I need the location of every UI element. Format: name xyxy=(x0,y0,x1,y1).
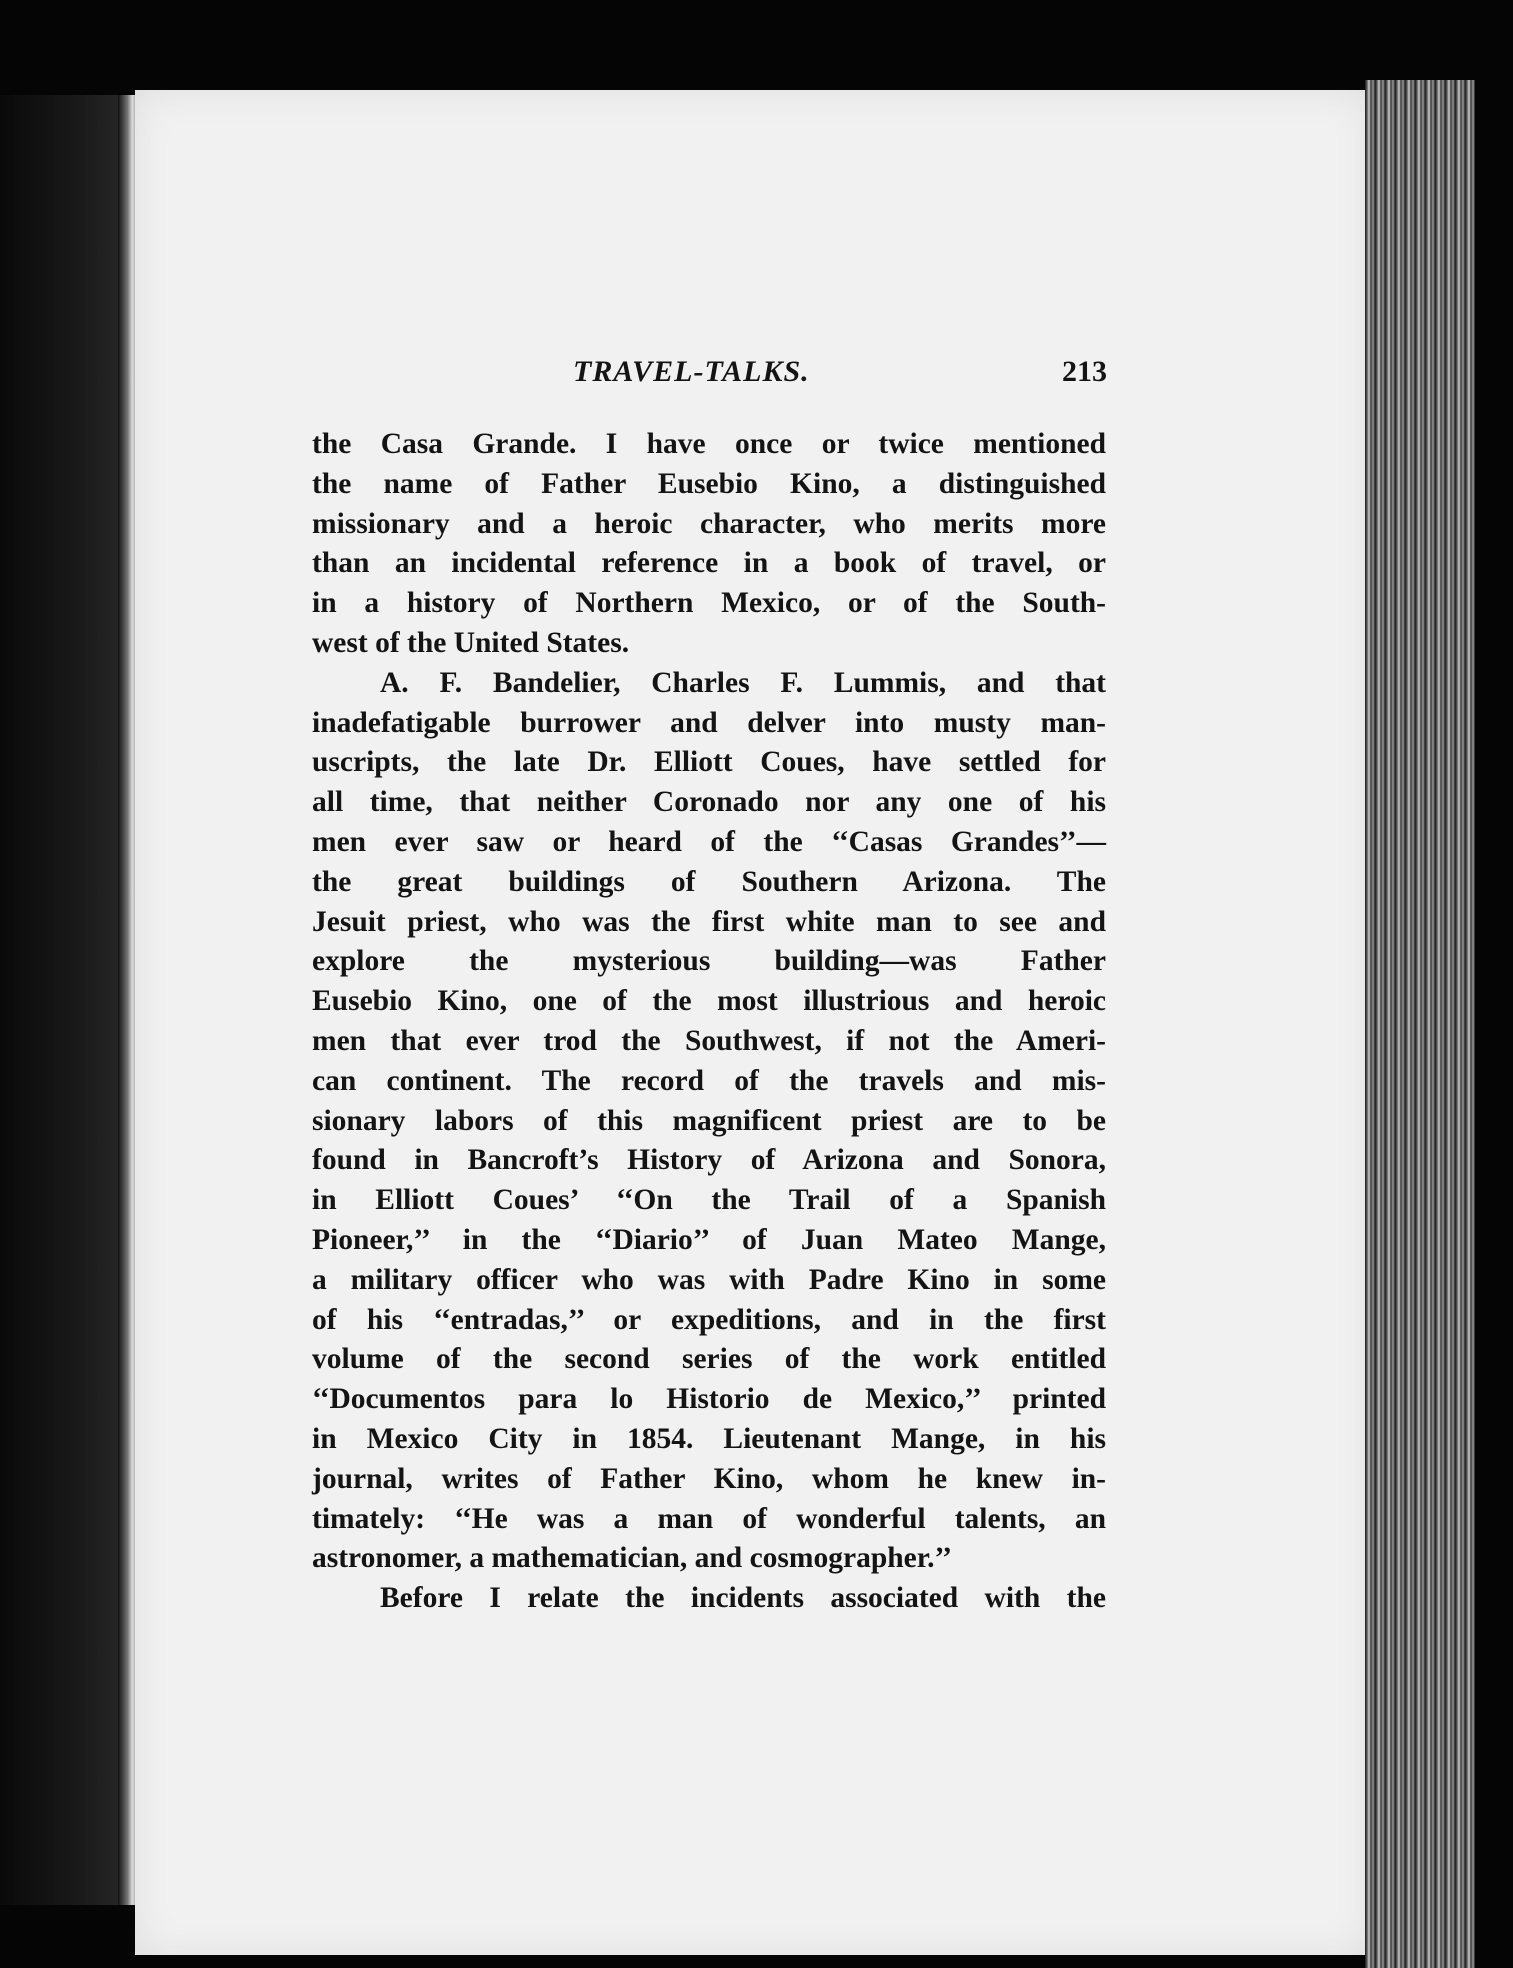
text-line: of his ‘‘entradas,’’ or expeditions, and in the first xyxy=(312,1303,1106,1336)
text-line: than an incidental reference in a book of travel, or xyxy=(312,547,1106,580)
text-line: in Elliott Coues’ ‘‘On the Trail of a Spanish xyxy=(312,1184,1106,1217)
text-line: the name of Father Eusebio Kino, a distinguished xyxy=(312,467,1106,500)
text-line: men ever saw or heard of the ‘‘Casas Grandes’’— xyxy=(312,825,1106,858)
text-line: all time, that neither Coronado nor any one of his xyxy=(312,786,1106,819)
text-line: in a history of Northern Mexico, or of the South- xyxy=(312,587,1106,620)
page-number: 213 xyxy=(1062,355,1107,388)
text-line: a military officer who was with Padre Kino in some xyxy=(312,1263,1106,1296)
text-line: Before I relate the incidents associated with the xyxy=(380,1582,1106,1615)
text-line: ‘‘Documentos para lo Historio de Mexico,’’ printed xyxy=(312,1383,1106,1416)
page-header xyxy=(307,355,1107,395)
text-line: astronomer, a mathematician, and cosmographer.’’ xyxy=(312,1542,952,1575)
text-line: found in Bancroft’s History of Arizona and Sonora, xyxy=(312,1144,1106,1177)
text-line: Jesuit priest, who was the first white man to see and xyxy=(312,905,1106,938)
running-title: TRAVEL-TALKS. xyxy=(573,355,810,388)
text-line: A. F. Bandelier, Charles F. Lummis, and that xyxy=(380,666,1106,699)
text-line: explore the mysterious building—was Father xyxy=(312,945,1106,978)
text-line: in Mexico City in 1854. Lieutenant Mange, in his xyxy=(312,1422,1106,1455)
text-line: west of the United States. xyxy=(312,626,630,659)
text-line: Pioneer,’’ in the ‘‘Diario’’ of Juan Mateo Mange, xyxy=(312,1223,1106,1256)
body-text xyxy=(312,425,1106,1619)
text-line: timately: ‘‘He was a man of wonderful talents, an xyxy=(312,1502,1106,1535)
text-line: volume of the second series of the work entitled xyxy=(312,1343,1106,1376)
text-line: missionary and a heroic character, who merits more xyxy=(312,507,1106,540)
text-line: the great buildings of Southern Arizona. The xyxy=(312,865,1106,898)
text-line: can continent. The record of the travels and mis- xyxy=(312,1064,1106,1097)
text-line: sionary labors of this magnificent priest are to be xyxy=(312,1104,1106,1137)
text-line: the Casa Grande. I have once or twice mentioned xyxy=(312,428,1106,460)
text-line: inadefatigable burrower and delver into musty man- xyxy=(312,706,1106,739)
text-line: men that ever trod the Southwest, if not the Ameri- xyxy=(312,1024,1106,1057)
text-line: Eusebio Kino, one of the most illustrious and heroic xyxy=(312,985,1106,1018)
facing-page-edge xyxy=(0,95,135,1905)
page-edges-stack xyxy=(1365,80,1475,1968)
text-line: journal, writes of Father Kino, whom he knew in- xyxy=(312,1462,1106,1495)
text-line: uscripts, the late Dr. Elliott Coues, have settled for xyxy=(312,746,1106,779)
